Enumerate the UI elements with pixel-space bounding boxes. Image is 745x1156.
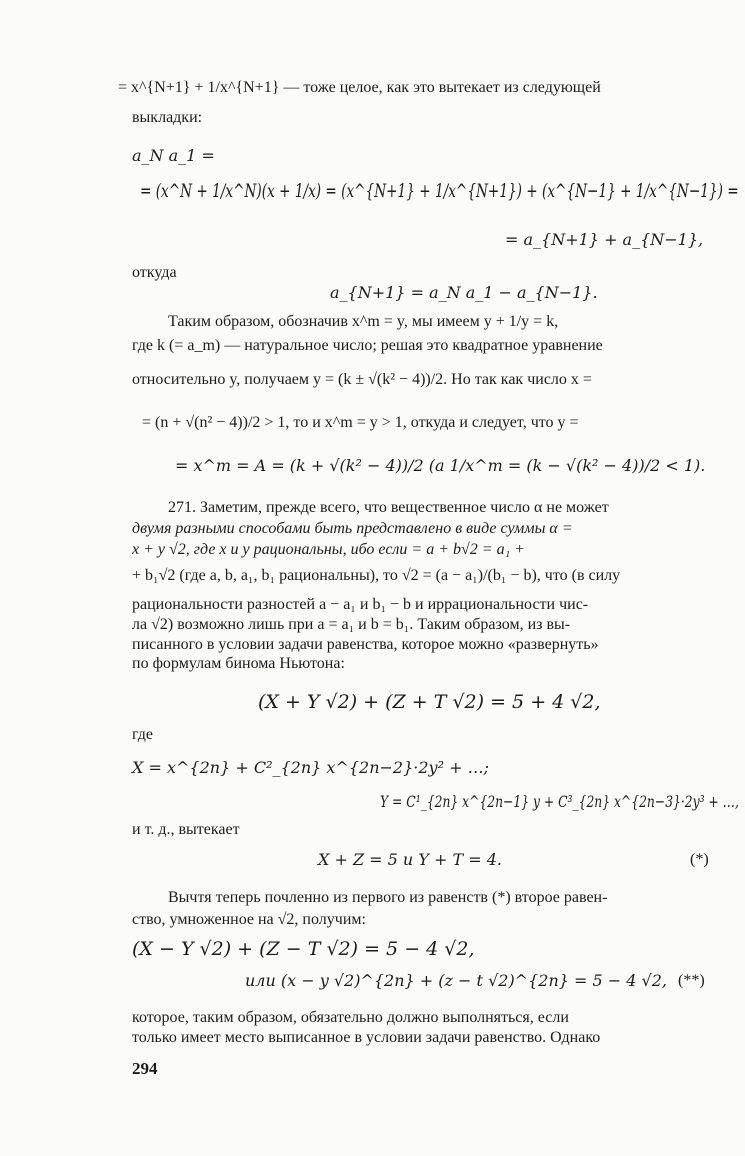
text-line: = (n + √(n² − 4))/2 > 1, то и x^m = y > 1, откуда и следует, что y = — [142, 414, 579, 431]
formula-line: = (x^N + 1/x^N)(x + 1/x) = (x^{N+1} + 1/x^{N+1}) + (x^{N−1} + 1/x^{N−1}) = — [140, 180, 739, 202]
text-line: ство, умноженное на √2, получим: — [132, 911, 366, 928]
formula-line: X + Z = 5 и Y + T = 4. — [318, 850, 502, 869]
text-line: которое, таким образом, обязательно должно выполняться, если — [132, 1009, 569, 1026]
formula-line: X = x^{2n} + C²_{2n} x^{2n−2}·2y² + …; — [132, 758, 489, 777]
text-line: по формулам бинома Ньютона: — [132, 655, 345, 672]
text-line: ла √2) возможно лишь при a = a₁ и b = b₁. Таким образом, из вы- — [132, 616, 571, 633]
text-line: откуда — [132, 264, 177, 281]
text-line: где k (= a_m) — натуральное число; решая это квадратное уравнение — [132, 337, 603, 354]
formula-line: (X − Y √2) + (Z − T √2) = 5 − 4 √2, — [132, 938, 475, 960]
text-line: относительно y, получаем y = (k ± √(k² − 4))/2. Но так как число x = — [132, 371, 592, 388]
text-line: двумя разными способами быть представлено в виде суммы α = — [132, 520, 573, 537]
formula-line: Y = C¹_{2n} x^{2n−1} y + C³_{2n} x^{2n−3}·2y³ + …, — [380, 792, 739, 811]
text-line: + b₁√2 (где a, b, a₁, b₁ рациональны), то √2 = (a − a₁)/(b₁ − b), что (в силу — [132, 567, 621, 584]
formula-line: = a_{N+1} + a_{N−1}, — [505, 230, 704, 249]
page-number: 294 — [132, 1059, 158, 1078]
text-line: и т. д., вытекает — [132, 821, 240, 838]
text-run: 271. Заметим, прежде всего, что вещественное число α не может — [168, 499, 609, 516]
formula-line: a_{N+1} = a_N a_1 − a_{N−1}. — [330, 283, 598, 302]
equation-number: (*) — [690, 851, 709, 868]
text-line: Таким образом, обозначив x^m = y, мы имеем y + 1/y = k, — [168, 313, 559, 330]
formula-line: (X + Y √2) + (Z + T √2) = 5 + 4 √2, — [258, 691, 601, 713]
problem-271-line — [168, 500, 609, 516]
text-line: рациональности разностей a − a₁ и b₁ − b и иррациональности чис- — [132, 596, 589, 613]
text-line: выкладки: — [132, 109, 203, 126]
text-line: Вычтя теперь почленно из первого из равенств (*) второе равен- — [168, 889, 608, 906]
formula-line: или (x − y √2)^{2n} + (z − t √2)^{2n} = 5 − 4 √2, — [245, 971, 667, 990]
text-line: только имеет место выписанное в условии задачи равенство. Однако — [132, 1029, 601, 1046]
text-line: = x^{N+1} + 1/x^{N+1} — тоже целое, как это вытекает из следующей — [118, 79, 601, 96]
text-line: где — [132, 726, 154, 743]
formula-line: a_N a_1 = — [132, 146, 215, 165]
text-line: писанного в условии задачи равенства, которое можно «развернуть» — [132, 636, 599, 653]
equation-number: (**) — [678, 972, 705, 989]
formula-line: = x^m = A = (k + √(k² − 4))/2 (а 1/x^m = (k − √(k² − 4))/2 < 1). — [175, 456, 706, 475]
text-line: x + y √2, где x и y рациональны, ибо если = a + b√2 = a₁ + — [132, 541, 525, 558]
